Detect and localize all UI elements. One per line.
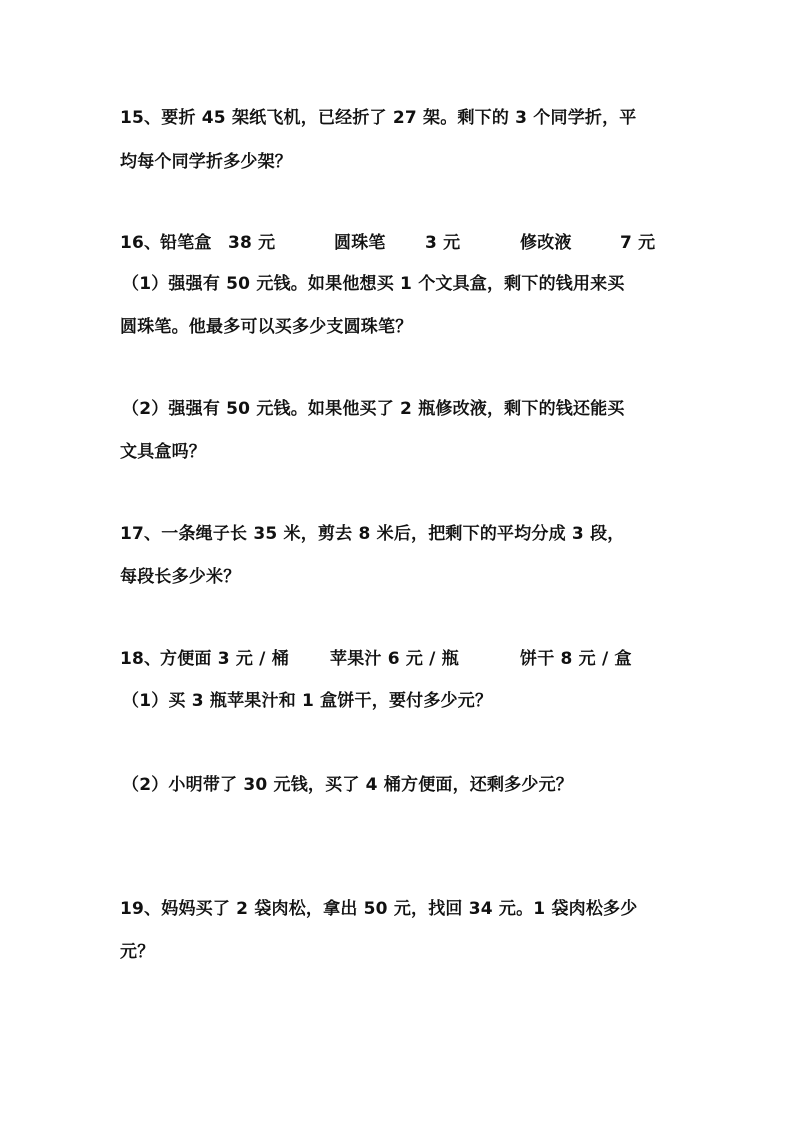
problem-17-line-2: 每段长多少米？ bbox=[120, 567, 241, 587]
problem-16-q1-line-2: 圆珠笔。他最多可以买多少支圆珠笔？ bbox=[120, 317, 413, 337]
problem-15-line-1: 15、要折 45 架纸飞机，已经折了 27 架。剩下的 3 个同学折，平 bbox=[120, 108, 637, 128]
item-name: 修改液 bbox=[520, 233, 572, 253]
item-label: 苹果汁 6 元 / 瓶 bbox=[330, 649, 459, 669]
item-name: 圆珠笔 bbox=[334, 233, 386, 253]
problem-18-q1: （1）买 3 瓶苹果汁和 1 盒饼干，要付多少元？ bbox=[122, 691, 493, 711]
item-price: 7 元 bbox=[620, 233, 656, 253]
item-price: 38 元 bbox=[228, 233, 276, 253]
problem-18-q2: （2）小明带了 30 元钱，买了 4 桶方便面，还剩多少元？ bbox=[122, 775, 573, 795]
problem-19-line-1: 19、妈妈买了 2 袋肉松，拿出 50 元，找回 34 元。1 袋肉松多少 bbox=[120, 899, 638, 919]
problem-15-line-2: 均每个同学折多少架？ bbox=[120, 152, 292, 172]
item-price: 3 元 bbox=[425, 233, 461, 253]
problem-16-number: 16、 bbox=[120, 233, 162, 253]
problem-16-q2-line-1: （2）强强有 50 元钱。如果他买了 2 瓶修改液，剩下的钱还能买 bbox=[122, 399, 625, 419]
item-label: 饼干 8 元 / 盒 bbox=[520, 649, 632, 669]
problem-16-q2-line-2: 文具盒吗？ bbox=[120, 442, 206, 462]
problem-19-line-2: 元？ bbox=[120, 942, 155, 962]
item-label: 方便面 3 元 / 桶 bbox=[160, 649, 289, 669]
item-name: 铅笔盒 bbox=[160, 233, 212, 253]
problem-17-line-1: 17、一条绳子长 35 米，剪去 8 米后，把剩下的平均分成 3 段， bbox=[120, 524, 625, 544]
problem-18-number: 18、 bbox=[120, 649, 162, 669]
problem-16-q1-line-1: （1）强强有 50 元钱。如果他想买 1 个文具盒，剩下的钱用来买 bbox=[122, 274, 625, 294]
